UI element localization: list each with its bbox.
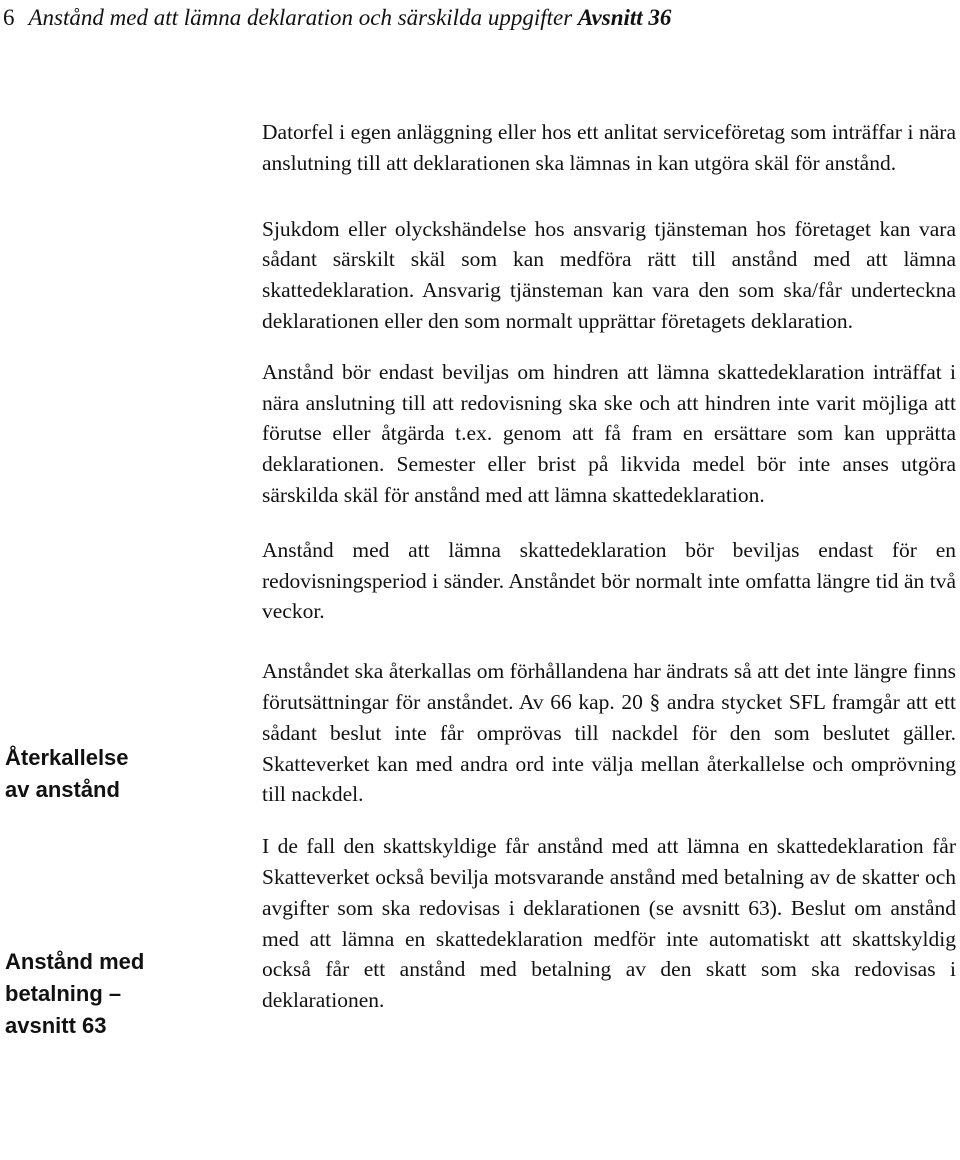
- running-header: [3, 4, 671, 32]
- header-title: Anstånd med att lämna deklaration och särskilda uppgifter: [28, 5, 573, 30]
- body-text: [262, 117, 956, 1016]
- paragraph: Anståndet ska återkallas om förhållandena har ändrats så att det inte längre finns förutsättningar för anståndet. Av 66 kap. 20 § andra stycket SFL framgår att ett sådant beslut inte får omprövas till nackdel för den som beslutet gäller. Skatteverket kan med andra ord inte välja mellan återkallelse och omprövning till nackdel.: [262, 659, 956, 807]
- margin-note-payment: [5, 946, 225, 1042]
- header-section: Avsnitt 36: [577, 5, 672, 30]
- margin-note-line: Anstånd med: [5, 949, 145, 974]
- paragraph: I de fall den skattskyldige får anstånd med att lämna en skattedeklaration får Skatteverket också bevilja motsvarande anstånd med betalning av de skatter och avgifter som ska redovisas i deklarationen (se avsnitt 63). Beslut om anstånd med att lämna en skattedeklaration medför inte automatiskt att skattskyldig också får ett anstånd med betalning av den skatt som ska redovisas i deklarationen.: [262, 834, 956, 1013]
- margin-note-recall: [5, 742, 225, 806]
- paragraph: Anstånd med att lämna skattedeklaration bör beviljas endast för en redovisningsperiod i sänder. Anståndet bör normalt inte omfatta längre tid än två veckor.: [262, 537, 956, 624]
- paragraph: Anstånd bör endast beviljas om hindren att lämna skattedeklaration inträffat i nära anslutning till att redovisning ska ske och att hindren inte varit möjliga att förutse eller åtgärda t.ex. genom att få fram en ersättare som kan upprätta deklarationen. Semester eller brist på likvida medel bör inte anses utgöra särskilda skäl för anstånd med att lämna skattedeklaration.: [262, 359, 956, 507]
- paragraph: Sjukdom eller olyckshändelse hos ansvarig tjänsteman hos företaget kan vara sådant särskilt skäl som kan medföra rätt till anstånd med att lämna skattedeklaration. Ansvarig tjänsteman kan vara den som ska/får underteckna deklarationen eller den som normalt upprättar företagets deklaration.: [262, 216, 956, 333]
- margin-note-line: avsnitt 63: [5, 1013, 107, 1038]
- page-number: 6: [3, 5, 15, 30]
- margin-note-line: av anstånd: [5, 777, 120, 802]
- margin-note-line: betalning –: [5, 981, 122, 1006]
- paragraph: Datorfel i egen anläggning eller hos ett anlitat serviceföretag som inträffar i nära anslutning till att deklarationen ska lämnas in kan utgöra skäl för anstånd.: [262, 120, 956, 175]
- margin-note-line: Återkallelse: [5, 745, 129, 770]
